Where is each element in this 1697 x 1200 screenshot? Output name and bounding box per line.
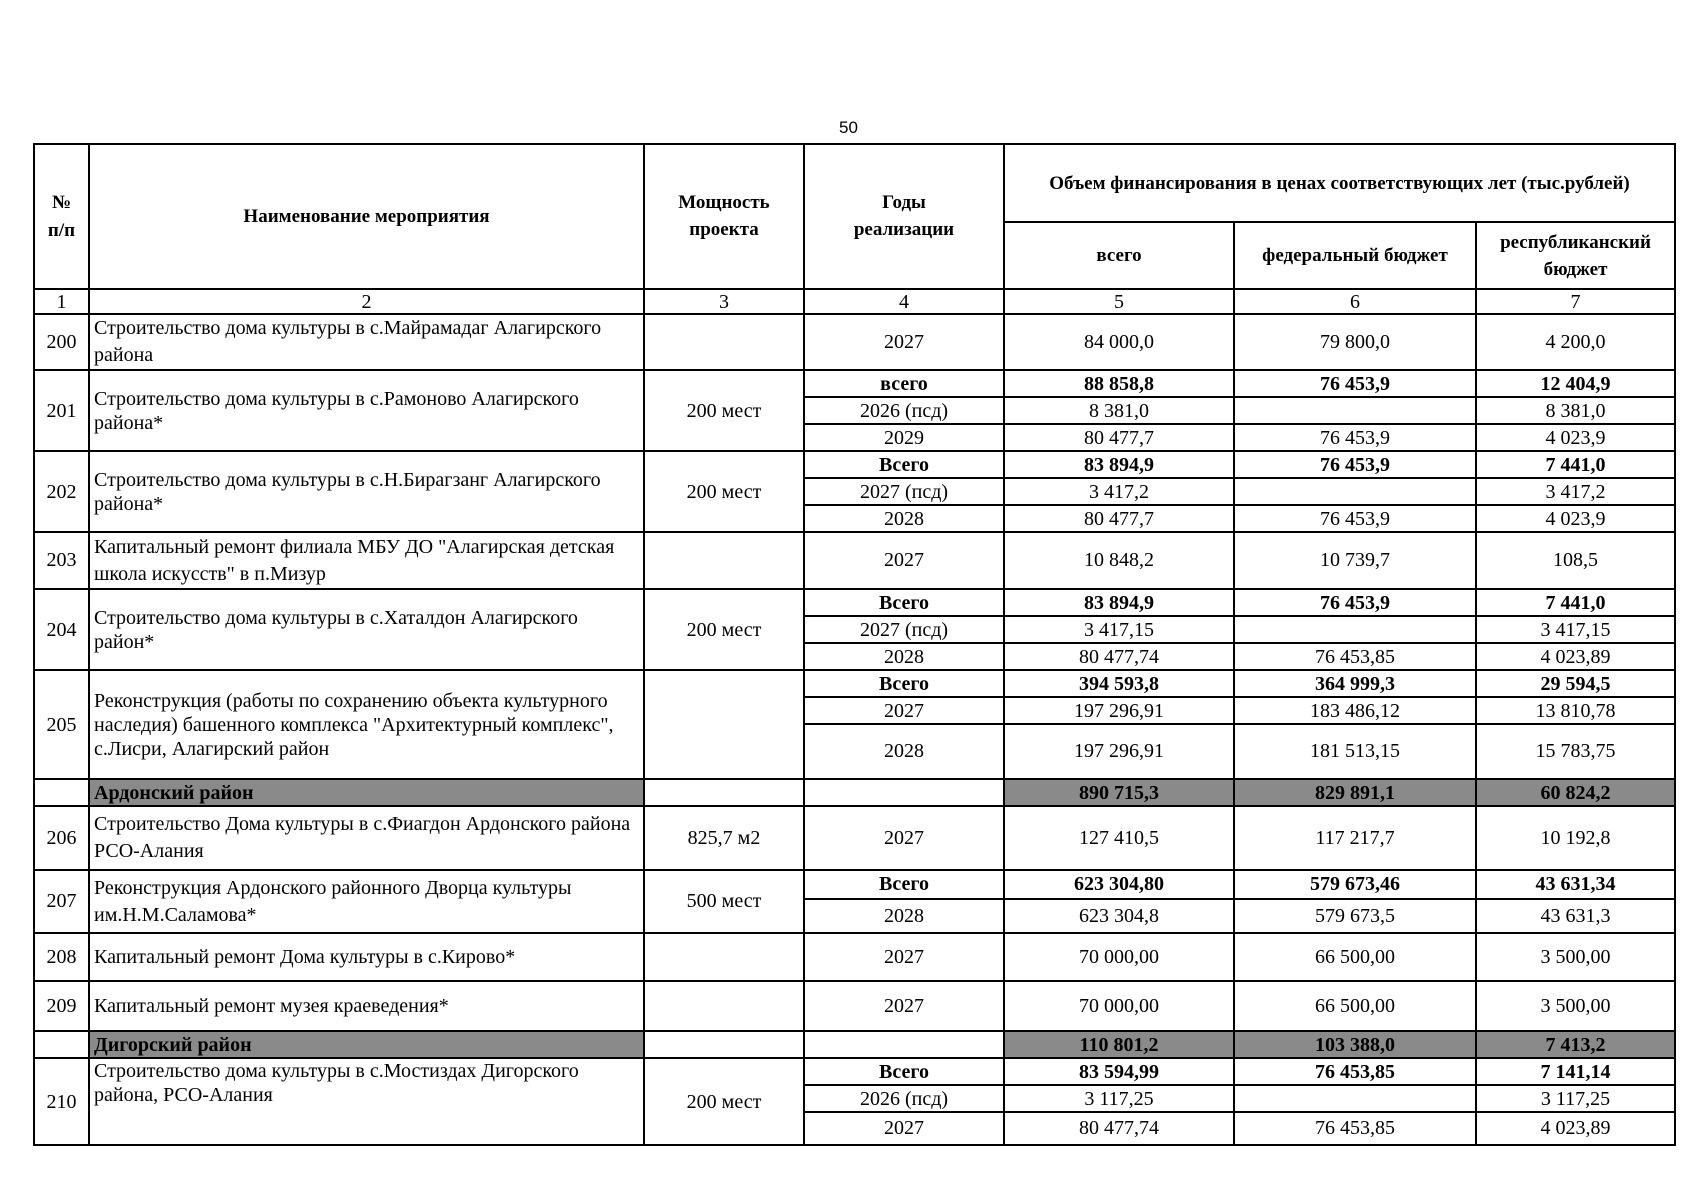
row-number: 208 bbox=[34, 933, 89, 981]
table-row bbox=[34, 532, 1675, 589]
year: 2027 bbox=[804, 532, 1004, 589]
financing-table bbox=[33, 143, 1676, 1146]
total-value: 80 477,7 bbox=[1004, 505, 1234, 532]
year: 2028 bbox=[804, 724, 1004, 779]
total-value: 394 593,8 bbox=[1004, 670, 1234, 697]
table-row bbox=[34, 806, 1675, 870]
year: 2028 bbox=[804, 643, 1004, 670]
year: 2026 (псд) bbox=[804, 397, 1004, 424]
republic-value: 7 141,14 bbox=[1476, 1058, 1675, 1085]
row-number: 200 bbox=[34, 314, 89, 370]
republic-value: 3 500,00 bbox=[1476, 933, 1675, 981]
total-value: 80 477,74 bbox=[1004, 643, 1234, 670]
republic-value: 29 594,5 bbox=[1476, 670, 1675, 697]
republic-value: 3 417,2 bbox=[1476, 478, 1675, 505]
republic-value: 7 441,0 bbox=[1476, 451, 1675, 478]
total-value: 83 594,99 bbox=[1004, 1058, 1234, 1085]
year: 2027 bbox=[804, 806, 1004, 870]
table-row bbox=[34, 670, 1675, 697]
capacity: 500 мест bbox=[644, 870, 804, 933]
federal-value: 76 453,9 bbox=[1234, 451, 1476, 478]
republic-value: 10 192,8 bbox=[1476, 806, 1675, 870]
row-number: 209 bbox=[34, 981, 89, 1031]
republic-value: 43 631,3 bbox=[1476, 899, 1675, 933]
district-name: Ардонский район bbox=[89, 779, 644, 806]
republic-value: 3 117,25 bbox=[1476, 1085, 1675, 1112]
table-row bbox=[34, 1058, 1675, 1085]
total-value: 83 894,9 bbox=[1004, 451, 1234, 478]
event-name: Капитальный ремонт Дома культуры в с.Кирово* bbox=[89, 933, 644, 981]
republic-value: 8 381,0 bbox=[1476, 397, 1675, 424]
total-value: 3 417,2 bbox=[1004, 478, 1234, 505]
republic-value: 3 417,15 bbox=[1476, 616, 1675, 643]
table-row bbox=[34, 870, 1675, 899]
header-republic: республиканский бюджет bbox=[1476, 222, 1675, 289]
empty-cell bbox=[34, 1031, 89, 1058]
republic-value: 108,5 bbox=[1476, 532, 1675, 589]
col-number: 3 bbox=[644, 289, 804, 314]
federal-value: 76 453,85 bbox=[1234, 1112, 1476, 1145]
event-name: Капитальный ремонт музея краеведения* bbox=[89, 981, 644, 1031]
year: 2027 bbox=[804, 1112, 1004, 1145]
total-value: 10 848,2 bbox=[1004, 532, 1234, 589]
capacity bbox=[644, 532, 804, 589]
event-name: Реконструкция (работы по сохранению объекта культурного наследия) башенного комплекса "Архитектурный комплекс", с.Лисри, Алагирский район bbox=[89, 670, 644, 779]
header-name: Наименование мероприятия bbox=[89, 144, 644, 289]
republic-value: 4 200,0 bbox=[1476, 314, 1675, 370]
total-value: 623 304,80 bbox=[1004, 870, 1234, 899]
total-value: 70 000,00 bbox=[1004, 933, 1234, 981]
federal-value: 181 513,15 bbox=[1234, 724, 1476, 779]
federal-value: 79 800,0 bbox=[1234, 314, 1476, 370]
federal-value: 183 486,12 bbox=[1234, 697, 1476, 724]
total-value: 3 417,15 bbox=[1004, 616, 1234, 643]
federal-value: 66 500,00 bbox=[1234, 933, 1476, 981]
republic-value: 13 810,78 bbox=[1476, 697, 1675, 724]
year: 2027 bbox=[804, 314, 1004, 370]
table-row bbox=[34, 589, 1675, 616]
federal-value: 76 453,85 bbox=[1234, 1058, 1476, 1085]
event-name: Строительство дома культуры в с.Хаталдон Алагирского район* bbox=[89, 589, 644, 670]
capacity: 200 мест bbox=[644, 1058, 804, 1145]
republic-value: 4 023,9 bbox=[1476, 505, 1675, 532]
table-row bbox=[34, 451, 1675, 478]
federal-value: 579 673,5 bbox=[1234, 899, 1476, 933]
year: 2028 bbox=[804, 505, 1004, 532]
table-row bbox=[34, 314, 1675, 370]
row-number: 201 bbox=[34, 370, 89, 451]
federal-value bbox=[1234, 478, 1476, 505]
capacity bbox=[644, 314, 804, 370]
federal-value: 117 217,7 bbox=[1234, 806, 1476, 870]
district-republic: 7 413,2 bbox=[1476, 1031, 1675, 1058]
row-number: 210 bbox=[34, 1058, 89, 1145]
total-value: 8 381,0 bbox=[1004, 397, 1234, 424]
federal-value: 76 453,9 bbox=[1234, 370, 1476, 397]
column-numbers-row bbox=[34, 289, 1675, 314]
total-value: 197 296,91 bbox=[1004, 697, 1234, 724]
capacity: 200 мест bbox=[644, 451, 804, 532]
year: 2028 bbox=[804, 899, 1004, 933]
federal-value: 76 453,9 bbox=[1234, 505, 1476, 532]
year: 2027 (псд) bbox=[804, 616, 1004, 643]
federal-value: 10 739,7 bbox=[1234, 532, 1476, 589]
republic-value: 4 023,89 bbox=[1476, 1112, 1675, 1145]
col-number: 7 bbox=[1476, 289, 1675, 314]
republic-value: 7 441,0 bbox=[1476, 589, 1675, 616]
empty-cell bbox=[644, 1031, 804, 1058]
header-years: Годы реализации bbox=[804, 144, 1004, 289]
year: Всего bbox=[804, 589, 1004, 616]
total-value: 3 117,25 bbox=[1004, 1085, 1234, 1112]
republic-value: 15 783,75 bbox=[1476, 724, 1675, 779]
header-capacity: Мощность проекта bbox=[644, 144, 804, 289]
table-row bbox=[34, 981, 1675, 1031]
empty-cell bbox=[34, 779, 89, 806]
total-value: 88 858,8 bbox=[1004, 370, 1234, 397]
header-total: всего bbox=[1004, 222, 1234, 289]
total-value: 83 894,9 bbox=[1004, 589, 1234, 616]
empty-cell bbox=[804, 779, 1004, 806]
federal-value: 76 453,85 bbox=[1234, 643, 1476, 670]
year: 2027 bbox=[804, 981, 1004, 1031]
republic-value: 43 631,34 bbox=[1476, 870, 1675, 899]
total-value: 80 477,7 bbox=[1004, 424, 1234, 451]
col-number: 1 bbox=[34, 289, 89, 314]
event-name: Строительство дома культуры в с.Майрамадаг Алагирского района bbox=[89, 314, 644, 370]
row-number: 206 bbox=[34, 806, 89, 870]
year: Всего bbox=[804, 451, 1004, 478]
federal-value: 66 500,00 bbox=[1234, 981, 1476, 1031]
district-total: 110 801,2 bbox=[1004, 1031, 1234, 1058]
empty-cell bbox=[804, 1031, 1004, 1058]
event-name: Строительство дома культуры в с.Мостиздах Дигорского района, РСО-Алания bbox=[89, 1058, 644, 1145]
event-name: Строительство Дома культуры в с.Фиагдон Ардонского района РСО-Алания bbox=[89, 806, 644, 870]
year: Всего bbox=[804, 1058, 1004, 1085]
col-number: 5 bbox=[1004, 289, 1234, 314]
capacity: 200 мест bbox=[644, 370, 804, 451]
district-total: 890 715,3 bbox=[1004, 779, 1234, 806]
district-republic: 60 824,2 bbox=[1476, 779, 1675, 806]
row-number: 205 bbox=[34, 670, 89, 779]
federal-value bbox=[1234, 616, 1476, 643]
year: 2029 bbox=[804, 424, 1004, 451]
header-financing: Объем финансирования в ценах соответствующих лет (тыс.рублей) bbox=[1004, 144, 1675, 222]
year: 2027 bbox=[804, 697, 1004, 724]
row-number: 204 bbox=[34, 589, 89, 670]
total-value: 127 410,5 bbox=[1004, 806, 1234, 870]
table-row bbox=[34, 370, 1675, 397]
year: 2027 (псд) bbox=[804, 478, 1004, 505]
capacity: 200 мест bbox=[644, 589, 804, 670]
year: Всего bbox=[804, 670, 1004, 697]
district-name: Дигорский район bbox=[89, 1031, 644, 1058]
year: всего bbox=[804, 370, 1004, 397]
district-row-digor bbox=[34, 1031, 1675, 1058]
total-value: 80 477,74 bbox=[1004, 1112, 1234, 1145]
header-federal: федеральный бюджет bbox=[1234, 222, 1476, 289]
year: Всего bbox=[804, 870, 1004, 899]
federal-value: 76 453,9 bbox=[1234, 589, 1476, 616]
district-federal: 103 388,0 bbox=[1234, 1031, 1476, 1058]
capacity bbox=[644, 670, 804, 779]
republic-value: 4 023,89 bbox=[1476, 643, 1675, 670]
col-number: 6 bbox=[1234, 289, 1476, 314]
row-number: 207 bbox=[34, 870, 89, 933]
event-name: Строительство дома культуры в с.Н.Бирагзанг Алагирского района* bbox=[89, 451, 644, 532]
event-name: Реконструкция Ардонского районного Дворца культуры им.Н.М.Саламова* bbox=[89, 870, 644, 933]
capacity bbox=[644, 981, 804, 1031]
republic-value: 12 404,9 bbox=[1476, 370, 1675, 397]
col-number: 2 bbox=[89, 289, 644, 314]
total-value: 623 304,8 bbox=[1004, 899, 1234, 933]
year: 2027 bbox=[804, 933, 1004, 981]
event-name: Капитальный ремонт филиала МБУ ДО "Алагирская детская школа искусств" в п.Мизур bbox=[89, 532, 644, 589]
federal-value: 579 673,46 bbox=[1234, 870, 1476, 899]
federal-value bbox=[1234, 1085, 1476, 1112]
page-number: 50 bbox=[839, 118, 858, 137]
total-value: 197 296,91 bbox=[1004, 724, 1234, 779]
row-number: 202 bbox=[34, 451, 89, 532]
row-number: 203 bbox=[34, 532, 89, 589]
federal-value: 76 453,9 bbox=[1234, 424, 1476, 451]
total-value: 70 000,00 bbox=[1004, 981, 1234, 1031]
federal-value: 364 999,3 bbox=[1234, 670, 1476, 697]
header-num: № п/п bbox=[34, 144, 89, 289]
capacity: 825,7 м2 bbox=[644, 806, 804, 870]
federal-value bbox=[1234, 397, 1476, 424]
republic-value: 3 500,00 bbox=[1476, 981, 1675, 1031]
col-number: 4 bbox=[804, 289, 1004, 314]
event-name: Строительство дома культуры в с.Рамоново Алагирского района* bbox=[89, 370, 644, 451]
table-row bbox=[34, 933, 1675, 981]
empty-cell bbox=[644, 779, 804, 806]
republic-value: 4 023,9 bbox=[1476, 424, 1675, 451]
total-value: 84 000,0 bbox=[1004, 314, 1234, 370]
capacity bbox=[644, 933, 804, 981]
district-federal: 829 891,1 bbox=[1234, 779, 1476, 806]
year: 2026 (псд) bbox=[804, 1085, 1004, 1112]
district-row-ardon bbox=[34, 779, 1675, 806]
